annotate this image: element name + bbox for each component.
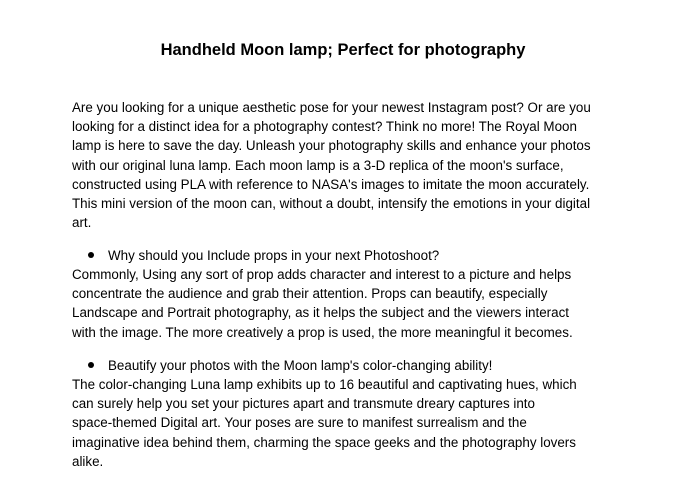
paragraph-line: imaginative idea behind them, charming the space geeks and the photography lovers (72, 434, 576, 450)
intro-line: This mini version of the moon can, without a doubt, intensify the emotions in your digital (72, 195, 591, 211)
bullet-item-color (88, 356, 648, 375)
intro-line: with our original luna lamp. Each moon lamp is a 3-D replica of the moon's surface, (72, 157, 564, 173)
bullet-dot-icon (88, 362, 94, 368)
props-paragraph (72, 265, 632, 342)
paragraph-line: space-themed Digital art. Your poses are sure to manifest surrealism and the (72, 415, 527, 431)
intro-line: looking for a distinct idea for a photography contest? Think no more! The Royal Moon (72, 119, 577, 135)
paragraph-line: alike. (72, 453, 104, 469)
intro-line: constructed using PLA with reference to NASA's images to imitate the moon accurately. (72, 176, 590, 192)
paragraph-line: Landscape and Portrait photography, as it helps the subject and the viewers interact (72, 305, 569, 321)
paragraph-line: Commonly, Using any sort of prop adds character and interest to a picture and helps (72, 267, 572, 282)
paragraph-line: The color-changing Luna lamp exhibits up to 16 beautiful and captivating hues, which (72, 377, 577, 392)
bullet-heading: Beautify your photos with the Moon lamp's color-changing ability! (108, 358, 493, 373)
intro-paragraph (72, 98, 632, 232)
paragraph-line: concentrate the audience and grab their attention. Props can beautify, especially (72, 286, 548, 302)
intro-line: art. (72, 215, 92, 231)
document-title: Handheld Moon lamp; Perfect for photography (160, 41, 526, 59)
intro-line: lamp is here to save the day. Unleash your photography skills and enhance your photos (72, 138, 591, 154)
paragraph-line: can surely help you set your pictures apart and transmute dreary captures into (72, 396, 535, 412)
bullet-dot-icon (88, 252, 94, 258)
bullet-heading: Why should you Include props in your next Photoshoot? (108, 248, 440, 263)
paragraph-line: with the image. The more creatively a prop is used, the more meaningful it becomes. (72, 324, 573, 340)
intro-line: Are you looking for a unique aesthetic pose for your newest Instagram post? Or are you (72, 100, 591, 115)
bullet-item-props (88, 246, 648, 265)
color-paragraph (72, 375, 632, 471)
